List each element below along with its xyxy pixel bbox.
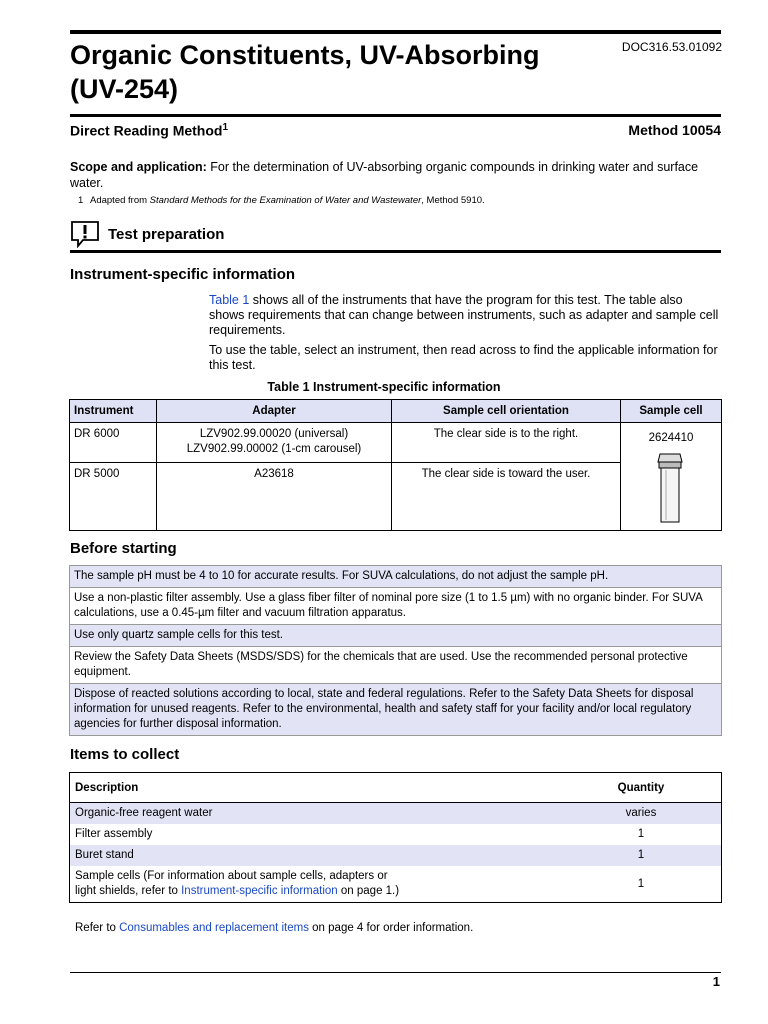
refer-note: Refer to Consumables and replacement items on page 4 for order information. bbox=[75, 922, 474, 934]
list-item: Use a non-plastic filter assembly. Use a glass fiber filter of nominal pore size (1 to 1.5 µm) with no organic binder. For SUVA calculations, use a 0.45-µm filter and vacuum filtration apparatus. bbox=[70, 588, 722, 625]
orientation-cell: The clear side is to the right. bbox=[392, 423, 621, 463]
adapter-cell: LZV902.99.00020 (universal) LZV902.99.00002 (1-cm carousel) bbox=[157, 423, 392, 463]
page-number: 1 bbox=[712, 974, 720, 989]
method-number: Method 10054 bbox=[628, 122, 721, 138]
table-row: Sample cells (For information about sample cells, adapters or light shields, refer to Instrument-specific information on page 1.) 1 bbox=[75, 870, 645, 897]
sample-cell-number: 2624410 bbox=[648, 432, 694, 444]
col-description: Description bbox=[70, 773, 562, 803]
method-type: Direct Reading Method$^1$ bbox=[70, 122, 229, 139]
sub-rule bbox=[70, 114, 721, 117]
instrument-para-1: Table 1 shows all of the instruments that have the program for this test. The table also shows requirements that can change between instruments, such as adapter and sample cell requirements. bbox=[209, 293, 719, 337]
footnote: 1 Adapted from Standard Methods for the Examination of Water and Wastewater, Method 5910. bbox=[78, 195, 485, 206]
title-line-1: Organic Constituents, UV-Absorbing bbox=[70, 40, 540, 70]
col-sample-cell: Sample cell bbox=[621, 400, 722, 423]
scope-label: Scope and application: bbox=[70, 160, 207, 174]
instrument-info-link[interactable]: Instrument-specific information bbox=[181, 885, 338, 897]
table-row bbox=[70, 423, 722, 463]
list-item: Review the Safety Data Sheets (MSDS/SDS) for the chemicals that are used. Use the recommended personal protective equipment. bbox=[70, 647, 722, 684]
list-item: Use only quartz sample cells for this test. bbox=[70, 625, 722, 647]
sample-cell-cell bbox=[621, 423, 722, 531]
table1-link[interactable]: Table 1 bbox=[209, 293, 250, 307]
page-title bbox=[70, 38, 630, 106]
instrument-cell: DR 5000 bbox=[70, 462, 157, 530]
footnote-ref: 1 bbox=[222, 122, 229, 133]
adapter-cell: A23618 bbox=[157, 462, 392, 530]
table-row: Filter assembly 1 bbox=[75, 828, 645, 840]
before-starting-heading: Before starting bbox=[70, 540, 177, 557]
sample-cell-icon bbox=[654, 452, 688, 526]
warning-icon bbox=[70, 220, 100, 248]
items-heading: Items to collect bbox=[70, 746, 180, 763]
method-row bbox=[70, 122, 721, 139]
test-prep-label: Test preparation bbox=[108, 226, 225, 243]
list-item: Dispose of reacted solutions according to local, state and federal regulations. Refer to the Safety Data Sheets for disposal information for unused reagents. Refer to the environmental, health and safety staff for your facility and/or local regulatory agencies for further disposal information. bbox=[70, 684, 722, 736]
table-caption: Table 1 Instrument-specific information bbox=[267, 380, 501, 394]
consumables-link[interactable]: Consumables and replacement items bbox=[119, 922, 309, 934]
table-row: Buret stand 1 bbox=[70, 845, 722, 866]
test-prep-banner bbox=[70, 220, 721, 253]
list-item: The sample pH must be 4 to 10 for accurate results. For SUVA calculations, do not adjust the sample pH. bbox=[70, 566, 722, 588]
instrument-para-2: To use the table, select an instrument, then read across to find the applicable information for this test. bbox=[209, 343, 718, 372]
col-quantity: Quantity bbox=[561, 773, 722, 803]
footnote-source: Standard Methods for the Examination of Water and Wastewater bbox=[149, 195, 422, 206]
scope-paragraph bbox=[70, 159, 722, 191]
col-orientation: Sample cell orientation bbox=[392, 400, 621, 423]
instrument-cell: DR 6000 bbox=[70, 423, 157, 463]
orientation-cell: The clear side is toward the user. bbox=[392, 462, 621, 530]
instrument-heading: Instrument-specific information bbox=[70, 266, 296, 283]
col-instrument: Instrument bbox=[70, 400, 157, 423]
col-adapter: Adapter bbox=[157, 400, 392, 423]
footer-rule bbox=[70, 972, 721, 973]
before-starting-table bbox=[69, 565, 722, 736]
top-rule bbox=[70, 30, 721, 34]
table-row: Organic-free reagent water varies bbox=[70, 803, 722, 825]
items-table bbox=[69, 772, 722, 903]
instrument-table bbox=[69, 399, 722, 531]
doc-id: DOC316.53.01092 bbox=[621, 40, 722, 54]
footnote-number: 1 bbox=[78, 195, 84, 206]
scope-text: For the determination of UV-absorbing organic compounds in drinking water and surface water. bbox=[70, 160, 699, 190]
title-line-2: (UV-254) bbox=[70, 74, 179, 104]
